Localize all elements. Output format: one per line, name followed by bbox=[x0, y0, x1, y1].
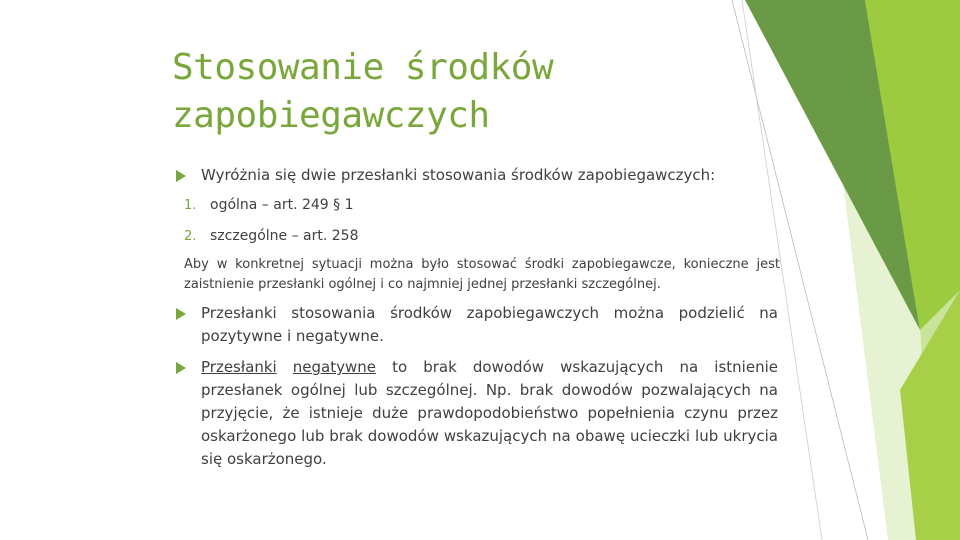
bullet-1-text: Wyróżnia się dwie przesłanki stosowania środków zapobiegawczych: bbox=[201, 166, 716, 184]
bullet-3-text bbox=[201, 356, 778, 471]
title-line-2: zapobiegawczych bbox=[172, 95, 490, 136]
bullet-3-underlined-1: Przesłanki bbox=[201, 358, 277, 376]
bullet-3-underlined-2: negatywne bbox=[292, 358, 376, 376]
bullet-3-rest: to brak dowodów wskazujących na istnienie przesłanek ogólnej lub szczególnej. Np. brak dowodów pozwalających na przyjęcie, że istnieje duże prawdopodobieństwo popełnienia czynu przez oskarżonego lub brak dowodów wskazujących na obawę ucieczki lub ukrycia się oskarżonego. bbox=[201, 358, 778, 468]
list-num-2: 2. bbox=[184, 229, 197, 244]
title-line-1: Stosowanie środków bbox=[172, 47, 554, 88]
note-paragraph: Aby w konkretnej sytuacji można było stosować środki zapobiegawcze, konieczne jest zaistnienie przesłanki ogólnej i co najmniej jednej przesłanki szczególnej. bbox=[184, 257, 780, 292]
bullet-icon-2 bbox=[176, 308, 186, 320]
bullet-icon-1 bbox=[176, 170, 186, 182]
bullet-2-text: Przesłanki stosowania środków zapobiegawczych można podzielić na pozytywne i negatywne. bbox=[201, 304, 778, 345]
slide-title bbox=[172, 44, 772, 140]
list-item-2: szczególne – art. 258 bbox=[210, 228, 359, 244]
bullet-icon-3 bbox=[176, 362, 186, 374]
list-item-1: ogólna – art. 249 § 1 bbox=[210, 197, 354, 213]
list-num-1: 1. bbox=[184, 198, 197, 213]
